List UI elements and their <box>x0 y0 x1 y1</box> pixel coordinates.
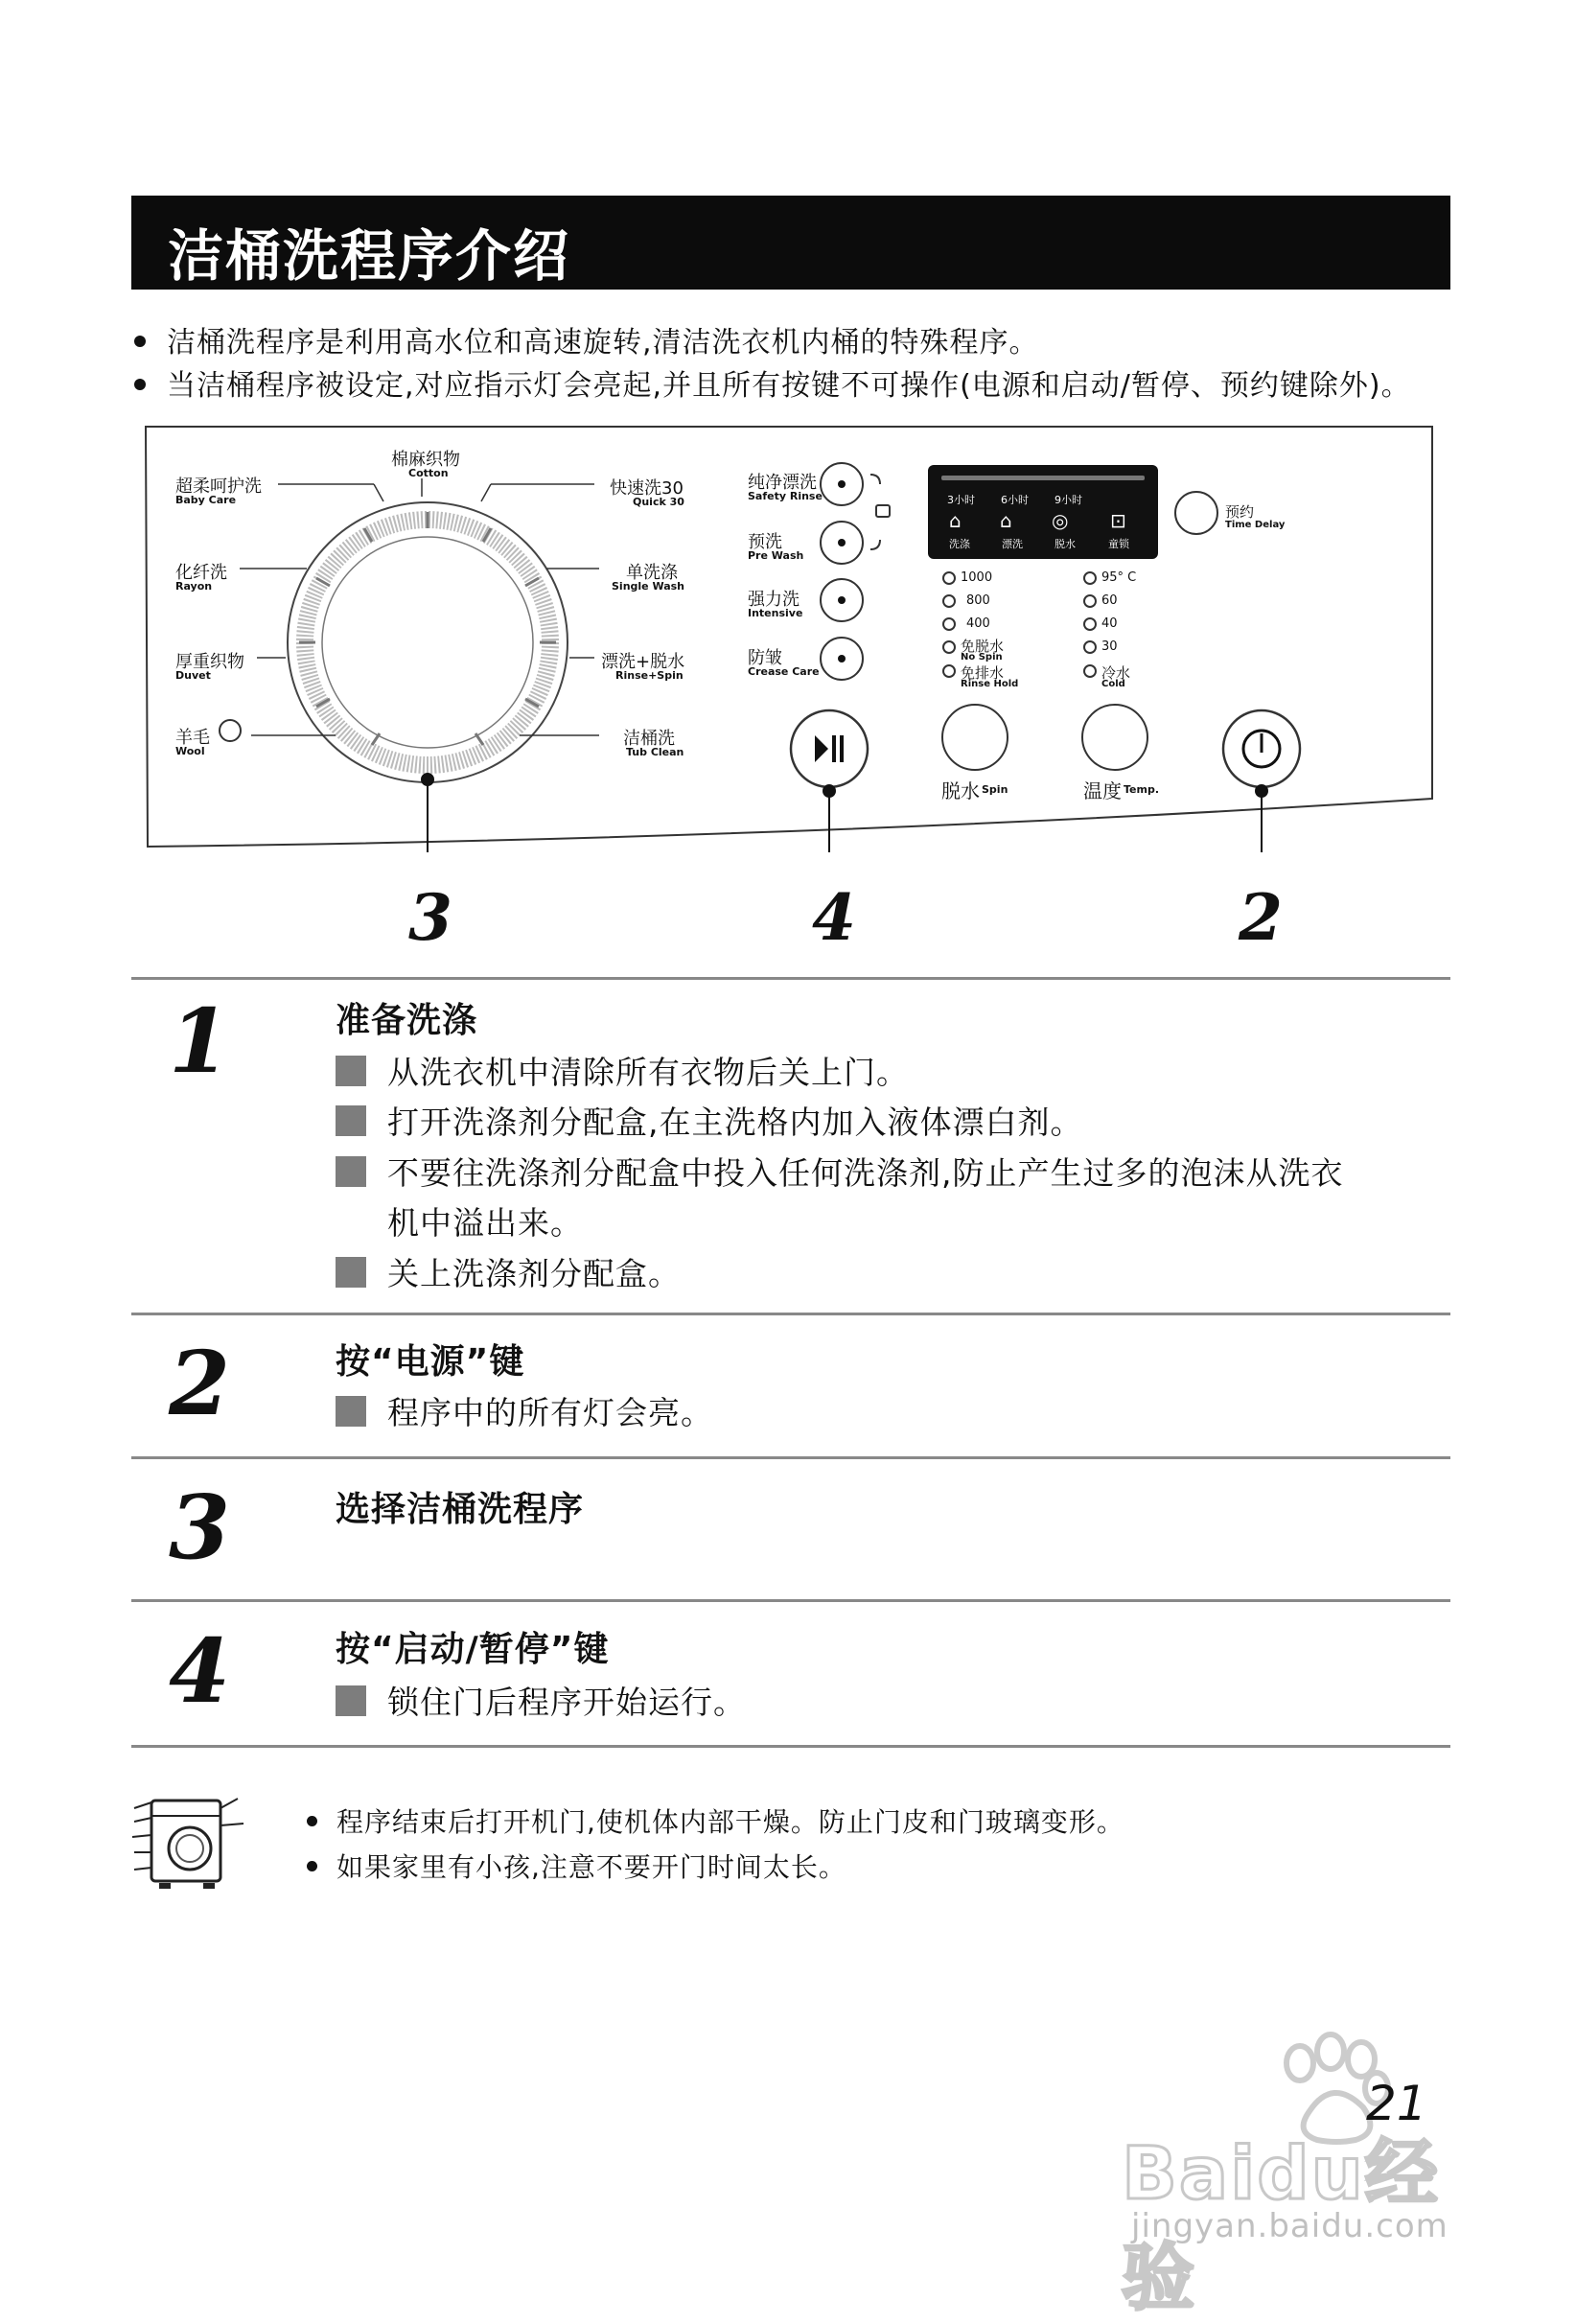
option-label-en: Intensive <box>748 607 803 619</box>
intro-item: 洁桶洗程序是利用高水位和高速旋转,清洁洗衣机内桶的特殊程序。 <box>134 318 1039 360</box>
option-label-en: Crease Care <box>748 665 820 678</box>
bullet-square-icon <box>336 1257 366 1288</box>
step-bullet: 锁住门后程序开始运行。 <box>336 1678 746 1723</box>
temp-option: 30 <box>1101 639 1118 654</box>
stage-label: 脱水 <box>1055 538 1076 550</box>
dial-label: 超柔呵护洗 <box>175 476 262 497</box>
option-label-en: Pre Wash <box>748 549 804 562</box>
page-number: 21 <box>1366 2076 1427 2131</box>
temp-option: 95° C <box>1101 570 1137 585</box>
temp-knob-label: 温度 <box>1083 779 1122 802</box>
dial-label-en: Rayon <box>175 580 213 593</box>
dial-label: 漂洗+脱水 <box>601 652 685 672</box>
dial-label: 快速洗30 <box>610 478 684 499</box>
dial-label: 洁桶洗 <box>623 729 675 749</box>
step-bullet: 从洗衣机中清除所有衣物后关上门。 <box>336 1048 909 1093</box>
bullet-square-icon <box>336 1105 366 1136</box>
option-label: 强力洗 <box>748 590 800 610</box>
step-bullet-continuation: 机中溢出来。 <box>387 1204 583 1242</box>
page-title: 洁桶洗程序介绍 <box>168 223 571 289</box>
time-delay-label: 预约 <box>1225 503 1255 521</box>
watermark-url: jingyan.baidu.com <box>1131 2207 1449 2245</box>
temp-knob-label-en: Temp. <box>1124 783 1160 796</box>
control-panel-illustration <box>144 425 1434 852</box>
intro-item: 当洁桶程序被设定,对应指示灯会亮起,并且所有按键不可操作(电源和启动/暂停、预约键除外)。 <box>134 361 1411 404</box>
rinse-stage-icon: ⌂ <box>1000 509 1012 532</box>
spin-option: 400 <box>966 616 990 631</box>
spin-option: 免排水 <box>961 664 1005 682</box>
dial-label-en: Single Wash <box>612 580 685 593</box>
spin-knob-label-en: Spin <box>982 783 1008 796</box>
step-bullet: 关上洗涤剂分配盒。 <box>336 1249 681 1294</box>
page-title-bar <box>131 196 1450 290</box>
divider <box>131 1599 1450 1602</box>
time-delay-label-en: Time Delay <box>1225 520 1286 530</box>
temp-option: 60 <box>1101 593 1118 608</box>
stage-label: 童锁 <box>1108 538 1129 550</box>
dial-label-en: Quick 30 <box>633 496 684 508</box>
note-item: 程序结束后打开机门,使机体内部干燥。防止门皮和门玻璃变形。 <box>307 1801 1124 1840</box>
option-label: 纯净漂洗 <box>748 473 817 493</box>
dial-label-en: Baby Care <box>175 494 237 506</box>
baidu-watermark <box>1112 2023 1476 2320</box>
step-bullet: 不要往洗涤剂分配盒中投入任何洗涤剂,防止产生过多的泡沫从洗衣 <box>336 1149 1344 1194</box>
watermark-brand: Baidu经验 <box>1122 2130 1440 2320</box>
dial-label: 棉麻织物 <box>391 450 460 470</box>
wash-stage-icon: ⌂ <box>949 509 962 532</box>
step-number: 4 <box>169 1619 231 1723</box>
divider <box>131 1313 1450 1315</box>
bullet-square-icon <box>336 1396 366 1427</box>
spin-option-en: Rinse Hold <box>961 679 1019 689</box>
dial-label-en: Rinse+Spin <box>615 669 684 682</box>
step-title: 按“启动/暂停”键 <box>336 1630 610 1669</box>
callout-number: 2 <box>1239 880 1283 955</box>
callout-number: 3 <box>408 880 452 955</box>
divider <box>131 1745 1450 1748</box>
divider <box>131 1456 1450 1459</box>
step-number: 1 <box>169 989 231 1093</box>
spin-option: 1000 <box>961 570 993 585</box>
step-title: 按“电源”键 <box>336 1342 525 1382</box>
option-label-en: Safety Rinse <box>748 490 823 502</box>
bullet-square-icon <box>336 1156 366 1187</box>
divider <box>131 977 1450 980</box>
option-label: 防皱 <box>748 648 782 668</box>
temp-option: 冷水 <box>1101 664 1131 682</box>
callout-number: 4 <box>812 880 856 955</box>
child-lock-icon: ⊡ <box>1110 509 1126 532</box>
delay-6h: 6小时 <box>1001 494 1029 506</box>
option-label: 预洗 <box>748 532 782 552</box>
dial-label-en: Wool <box>175 745 205 757</box>
temp-option-en: Cold <box>1101 679 1125 689</box>
dial-label-en: Cotton <box>408 467 449 479</box>
step-title: 选择洁桶洗程序 <box>336 1490 585 1529</box>
step-number: 3 <box>169 1476 231 1579</box>
dial-label: 单洗涤 <box>626 563 678 583</box>
spin-option: 800 <box>966 593 990 608</box>
step-bullet: 打开洗涤剂分配盒,在主洗格内加入液体漂白剂。 <box>336 1098 1083 1143</box>
temp-option: 40 <box>1101 616 1118 631</box>
dial-label: 羊毛 <box>175 728 210 748</box>
spin-stage-icon: ◎ <box>1052 509 1069 532</box>
bullet-square-icon <box>336 1056 366 1086</box>
spin-knob-label: 脱水 <box>941 779 980 802</box>
step-title: 准备洗涤 <box>336 1001 478 1040</box>
spin-option: 免脱水 <box>961 638 1005 655</box>
note-item: 如果家里有小孩,注意不要开门时间太长。 <box>307 1847 846 1885</box>
delay-3h: 3小时 <box>947 494 975 506</box>
dial-label: 化纤洗 <box>175 563 227 583</box>
delay-9h: 9小时 <box>1055 494 1082 506</box>
stage-label: 漂洗 <box>1002 538 1023 550</box>
dial-label-en: Duvet <box>175 669 211 682</box>
step-number: 2 <box>169 1332 231 1435</box>
washing-machine-icon <box>130 1789 247 1893</box>
bullet-square-icon <box>336 1685 366 1716</box>
dial-label: 厚重织物 <box>175 652 244 672</box>
dial-label-en: Tub Clean <box>626 746 684 758</box>
spin-option-en: No Spin <box>961 652 1003 662</box>
step-bullet: 程序中的所有灯会亮。 <box>336 1388 713 1433</box>
stage-label: 洗涤 <box>949 538 970 550</box>
